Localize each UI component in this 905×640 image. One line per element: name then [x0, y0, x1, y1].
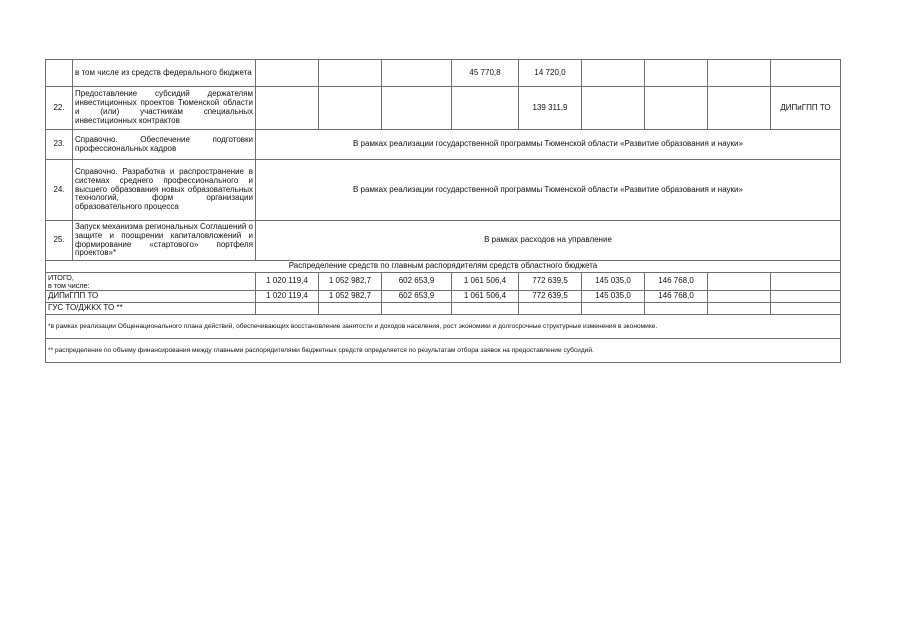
row-number: 25. [46, 221, 73, 261]
totals-row [46, 273, 841, 291]
value-cell [582, 303, 645, 315]
totals-label-line2: в том числе: [48, 280, 90, 290]
owner-cell: ДИПиГПП ТО [771, 87, 841, 130]
value-cell [771, 303, 841, 315]
program-reference: В рамках реализации государственной программы Тюменской области «Развитие образования и науки» [256, 130, 841, 160]
value-cell [256, 303, 319, 315]
value-cell [708, 60, 771, 87]
totals-row [46, 291, 841, 303]
value-cell: 145 035,0 [582, 291, 645, 303]
value-cell: 772 639,5 [519, 291, 582, 303]
totals-label [46, 273, 256, 291]
value-cell [771, 291, 841, 303]
value-cell [582, 60, 645, 87]
value-cell: 1 020 119,4 [256, 291, 319, 303]
program-reference: В рамках расходов на управление [256, 221, 841, 261]
value-cell [645, 60, 708, 87]
totals-label-line1: ИТОГО, [48, 273, 74, 282]
value-cell [382, 87, 452, 130]
row-description: Справочно. Обеспечение подготовки профессиональных кадров [73, 130, 256, 160]
row-number: 24. [46, 160, 73, 221]
value-cell [645, 303, 708, 315]
value-cell: 772 639,5 [519, 273, 582, 291]
row-description: Справочно. Разработка и распространение в системах среднего профессионального и высшего образования новых образовательных технологий, форм организации образовательного процесса [73, 160, 256, 221]
value-cell [256, 60, 319, 87]
value-cell: 1 020 119,4 [256, 273, 319, 291]
value-cell [708, 303, 771, 315]
totals-label: ДИПиГПП ТО [46, 291, 256, 303]
value-cell [582, 87, 645, 130]
value-cell: 1 061 506,4 [452, 291, 519, 303]
value-cell [382, 60, 452, 87]
value-cell: 45 770,8 [452, 60, 519, 87]
row-number: 23. [46, 130, 73, 160]
row-description: Запуск механизма региональных Соглашений о защите и поощрении капиталовложений и формирование «стартового» портфеля проектов»* [73, 221, 256, 261]
value-cell [382, 303, 452, 315]
value-cell [319, 303, 382, 315]
value-cell: 1 052 982,7 [319, 273, 382, 291]
table-row [46, 87, 841, 130]
program-reference: В рамках реализации государственной программы Тюменской области «Развитие образования и науки» [256, 160, 841, 221]
row-number: 22. [46, 87, 73, 130]
value-cell [771, 273, 841, 291]
value-cell: 602 653,9 [382, 273, 452, 291]
value-cell [319, 87, 382, 130]
footnote-row [46, 339, 841, 363]
row-number [46, 60, 73, 87]
footnote: *в рамках реализации Общенационального плана действий, обеспечивающих восстановление занятости и доходов населения, рост экономики и долгосрочные структурные изменения в экономике. [46, 315, 841, 339]
footnote: ** распределение по объему финансирования между главными распорядителями бюджетных средств определяется по результатам отбора заявок на предоставление субсидий. [46, 339, 841, 363]
table-row [46, 60, 841, 87]
value-cell [645, 87, 708, 130]
value-cell [452, 87, 519, 130]
footnote-row [46, 315, 841, 339]
value-cell [256, 87, 319, 130]
owner-cell [771, 60, 841, 87]
row-description: в том числе из средств федерального бюджета [73, 60, 256, 87]
value-cell: 145 035,0 [582, 273, 645, 291]
value-cell: 146 768,0 [645, 273, 708, 291]
value-cell [452, 303, 519, 315]
value-cell: 139 311,9 [519, 87, 582, 130]
section-header-row [46, 261, 841, 273]
value-cell [319, 60, 382, 87]
table-row [46, 221, 841, 261]
value-cell [708, 291, 771, 303]
section-header: Распределение средств по главным распорядителям средств областного бюджета [46, 261, 841, 273]
value-cell [708, 273, 771, 291]
totals-row [46, 303, 841, 315]
value-cell [519, 303, 582, 315]
totals-label: ГУС ТО/ДЖКХ ТО ** [46, 303, 256, 315]
budget-table [45, 59, 841, 363]
row-description: Предоставление субсидий держателям инвестиционных проектов Тюменской области и (или) участникам специальных инвестиционных контрактов [73, 87, 256, 130]
value-cell: 1 052 982,7 [319, 291, 382, 303]
value-cell: 1 061 506,4 [452, 273, 519, 291]
value-cell: 14 720,0 [519, 60, 582, 87]
value-cell: 602 653,9 [382, 291, 452, 303]
table-row [46, 130, 841, 160]
table-row [46, 160, 841, 221]
value-cell [708, 87, 771, 130]
value-cell: 146 768,0 [645, 291, 708, 303]
